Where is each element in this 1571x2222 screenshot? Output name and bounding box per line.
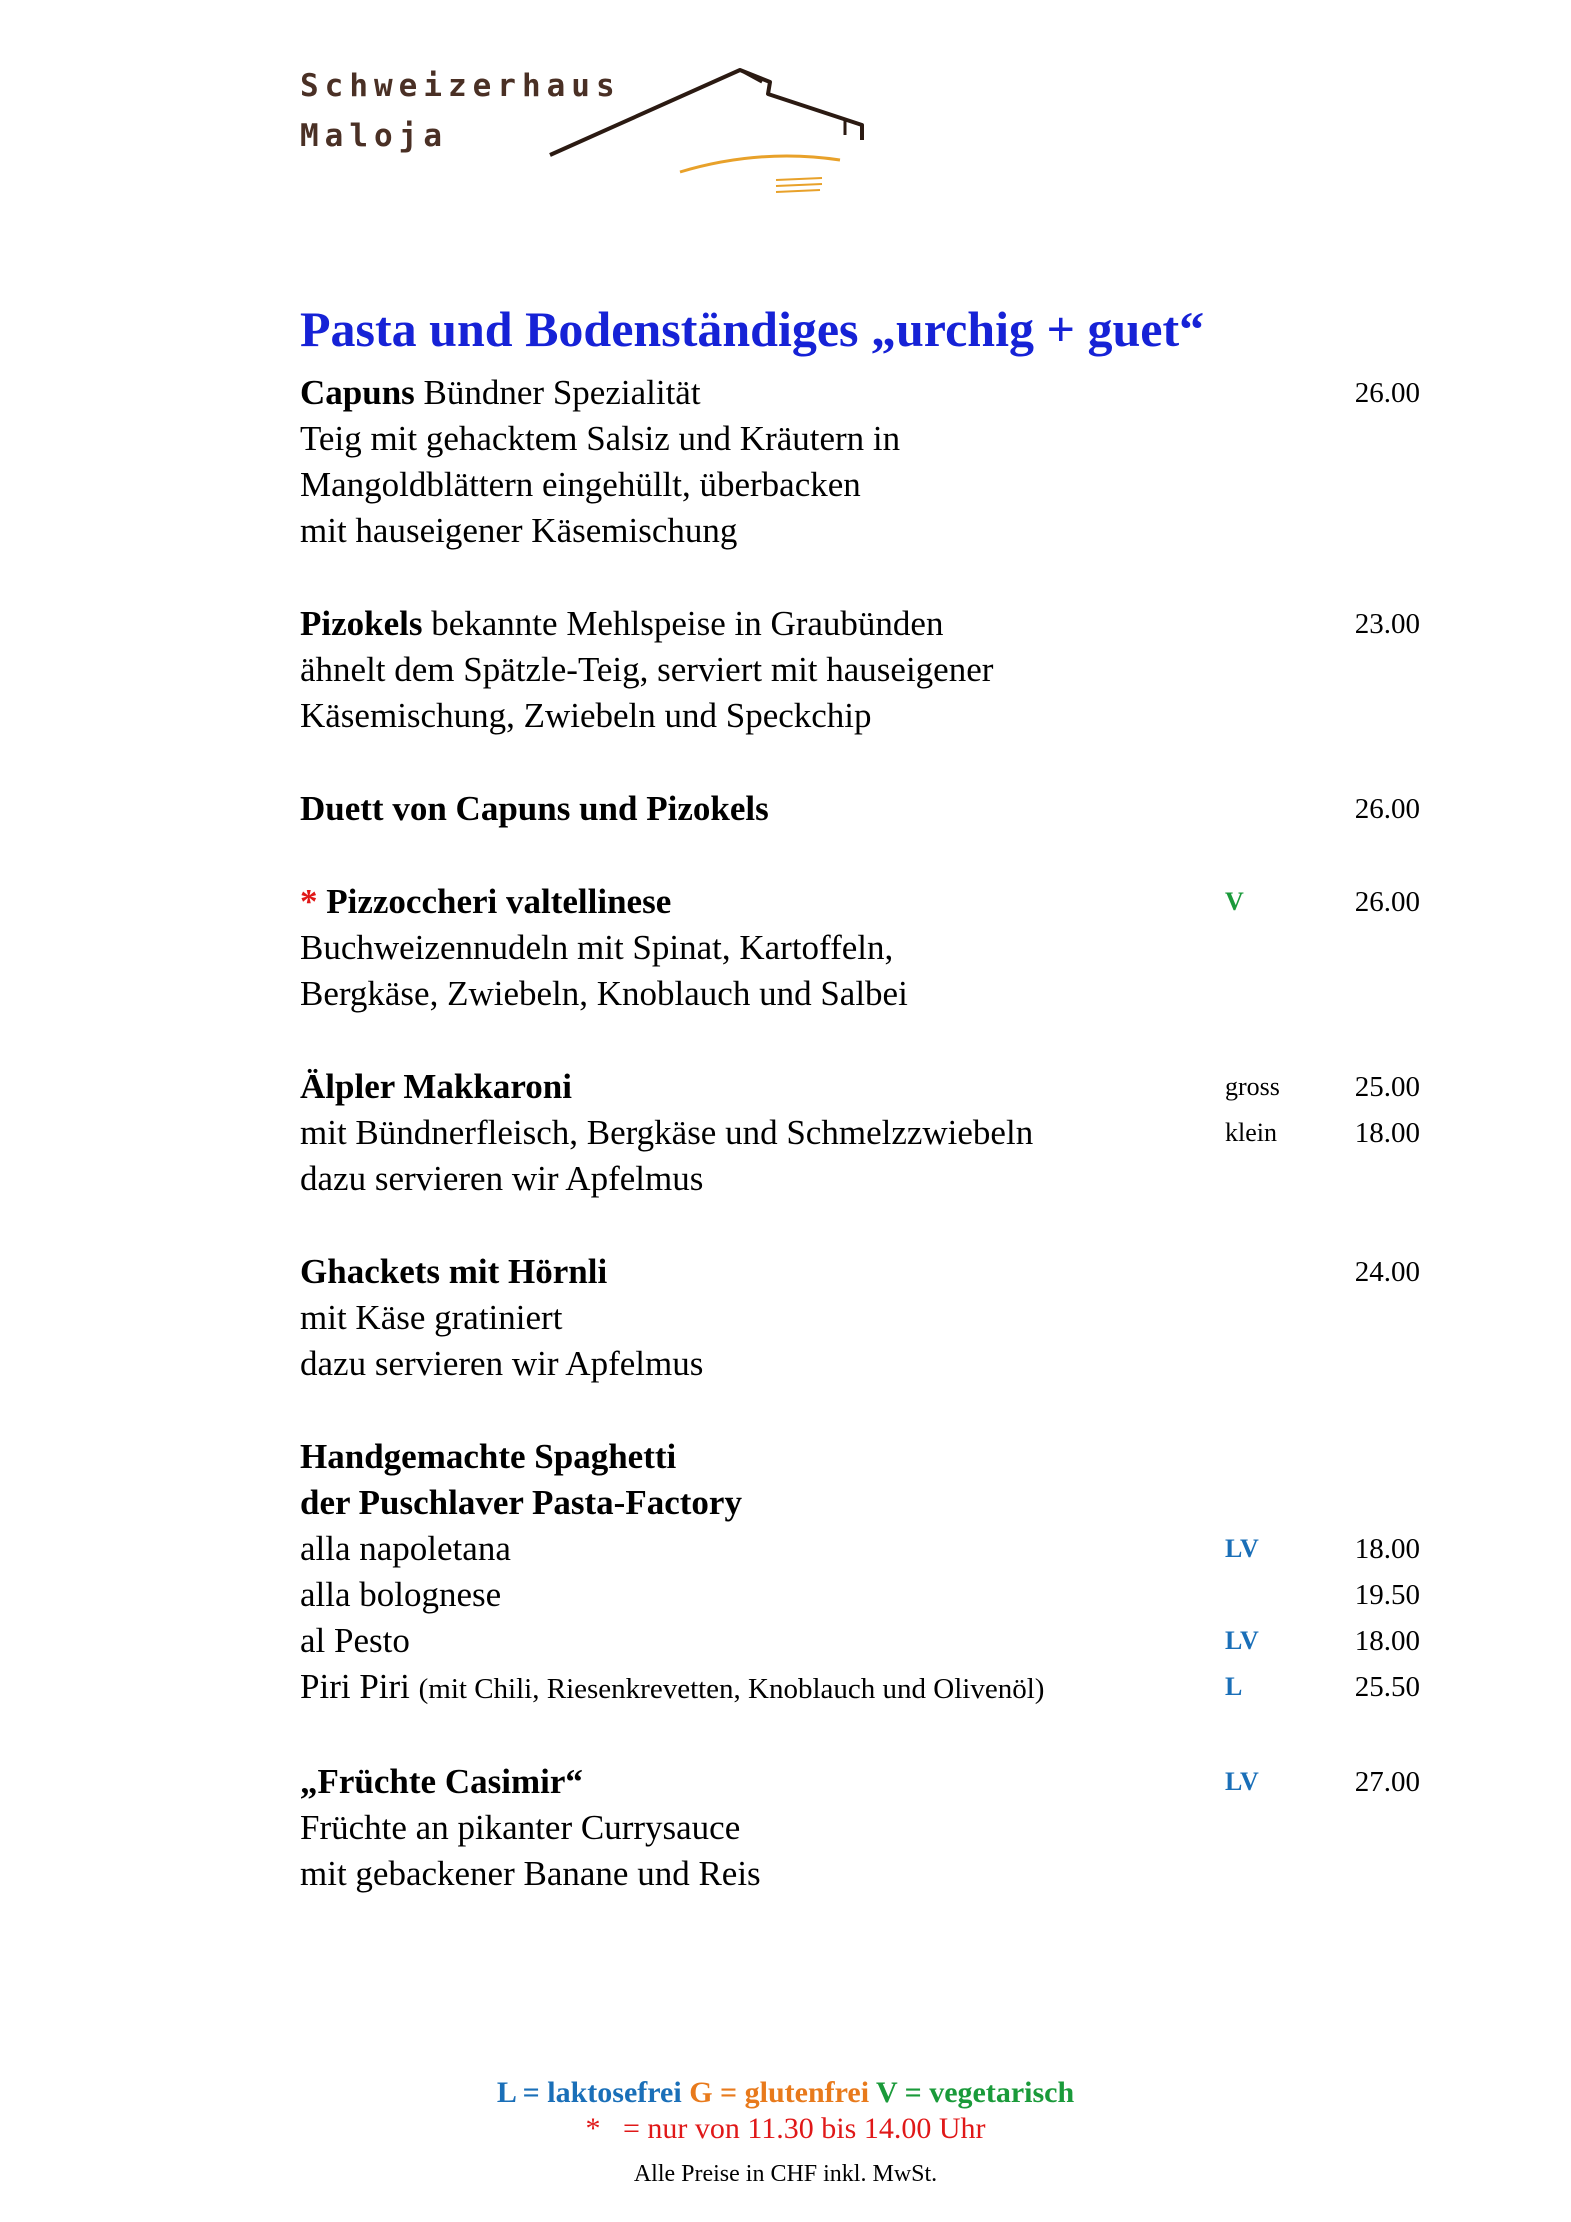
item-subtitle: bekannte Mehlspeise in Graubünden	[431, 604, 944, 643]
item-name: Pizzoccheri valtellinese	[326, 882, 672, 921]
item-name: der Puschlaver Pasta-Factory	[300, 1483, 742, 1522]
item-price: 18.00	[1354, 1117, 1420, 1149]
item-description: Teig mit gehacktem Salsiz und Kräutern in	[300, 419, 901, 458]
item-price: 26.00	[1354, 793, 1420, 825]
item-price: 23.00	[1354, 608, 1420, 640]
variant-extra: (mit Chili, Riesenkrevetten, Knoblauch und Olivenöl)	[418, 1673, 1045, 1705]
item-description: mit Bündnerfleisch, Bergkäse und Schmelzzwiebeln	[300, 1113, 1034, 1152]
menu-item-duett	[300, 786, 1420, 832]
item-description: mit gebackener Banane und Reis	[300, 1854, 761, 1893]
spaghetti-variant	[300, 1664, 1420, 1712]
footer	[0, 2075, 1571, 2189]
item-name: Pizokels	[300, 604, 423, 643]
diet-tag: LV	[1225, 1534, 1259, 1563]
prices-note: Alle Preise in CHF inkl. MwSt.	[633, 2161, 938, 2187]
item-description: Buchweizennudeln mit Spinat, Kartoffeln,	[300, 928, 894, 967]
time-note-text: = nur von 11.30 bis 14.00 Uhr	[623, 2112, 986, 2145]
menu-section	[300, 300, 1420, 1897]
item-price: 27.00	[1354, 1766, 1420, 1798]
diet-tag: LV	[1225, 1767, 1259, 1796]
item-description: dazu servieren wir Apfelmus	[300, 1159, 704, 1198]
menu-item-pizzoccheri	[300, 879, 1420, 925]
legend-vegetarian: V = vegetarisch	[876, 2076, 1075, 2109]
time-note	[0, 2111, 1571, 2147]
item-price: 26.00	[1354, 886, 1420, 918]
legend-lactose-free: L = laktosefrei	[496, 2076, 682, 2109]
legend-gluten-free: G = glutenfrei	[689, 2076, 870, 2109]
item-name: Duett von Capuns und Pizokels	[300, 789, 769, 828]
item-price: 19.50	[1354, 1579, 1420, 1611]
variant-name: al Pesto	[300, 1621, 410, 1660]
page-title: Pasta und Bodenständiges „urchig + guet“	[300, 301, 1205, 357]
item-description: Bergkäse, Zwiebeln, Knoblauch und Salbei	[300, 974, 908, 1013]
item-description: mit Käse gratiniert	[300, 1298, 563, 1337]
star-marker: *	[585, 2112, 601, 2145]
item-description: dazu servieren wir Apfelmus	[300, 1344, 704, 1383]
variant-name: Piri Piri	[300, 1667, 410, 1706]
item-price: 24.00	[1354, 1256, 1420, 1288]
size-label: klein	[1225, 1118, 1277, 1147]
item-price: 25.00	[1354, 1071, 1420, 1103]
item-price: 25.50	[1354, 1671, 1420, 1703]
star-marker: *	[300, 882, 318, 921]
item-description: Früchte an pikanter Currysauce	[300, 1808, 741, 1847]
menu-item-pizokels	[300, 601, 1420, 647]
item-name: Handgemachte Spaghetti	[300, 1437, 677, 1476]
item-price: 26.00	[1354, 377, 1420, 409]
spaghetti-variant	[300, 1526, 1420, 1572]
item-description: Mangoldblättern eingehüllt, überbacken	[300, 465, 861, 504]
logo-roof-icon	[540, 60, 880, 210]
menu-item-spaghetti	[300, 1434, 1420, 1480]
item-name: Älpler Makkaroni	[300, 1067, 572, 1106]
spaghetti-variant	[300, 1572, 1420, 1618]
menu-item-ghackets	[300, 1249, 1420, 1295]
item-description: ähnelt dem Spätzle-Teig, serviert mit hauseigener	[300, 650, 994, 689]
item-description: Käsemischung, Zwiebeln und Speckchip	[300, 696, 872, 735]
logo-line-2: Maloja	[300, 118, 448, 154]
menu-item-aelpler	[300, 1064, 1420, 1110]
item-name: Capuns	[300, 373, 415, 412]
item-price: 18.00	[1354, 1625, 1420, 1657]
menu-item-casimir	[300, 1759, 1420, 1805]
variant-name: alla bolognese	[300, 1575, 502, 1614]
variant-name: alla napoletana	[300, 1529, 511, 1568]
item-name: Ghackets mit Hörnli	[300, 1252, 608, 1291]
menu-item-capuns	[300, 370, 1420, 416]
diet-tag: V	[1225, 887, 1244, 916]
item-subtitle: Bündner Spezialität	[423, 373, 701, 412]
diet-tag: LV	[1225, 1626, 1259, 1655]
diet-legend	[0, 2075, 1571, 2111]
size-label: gross	[1225, 1072, 1280, 1101]
logo	[300, 60, 880, 210]
diet-tag: L	[1225, 1672, 1243, 1701]
spaghetti-variant	[300, 1618, 1420, 1664]
logo-line-1: Schweizerhaus	[300, 68, 621, 104]
item-name: „Früchte Casimir“	[300, 1762, 583, 1801]
item-price: 18.00	[1354, 1533, 1420, 1565]
item-description: mit hauseigener Käsemischung	[300, 511, 738, 550]
